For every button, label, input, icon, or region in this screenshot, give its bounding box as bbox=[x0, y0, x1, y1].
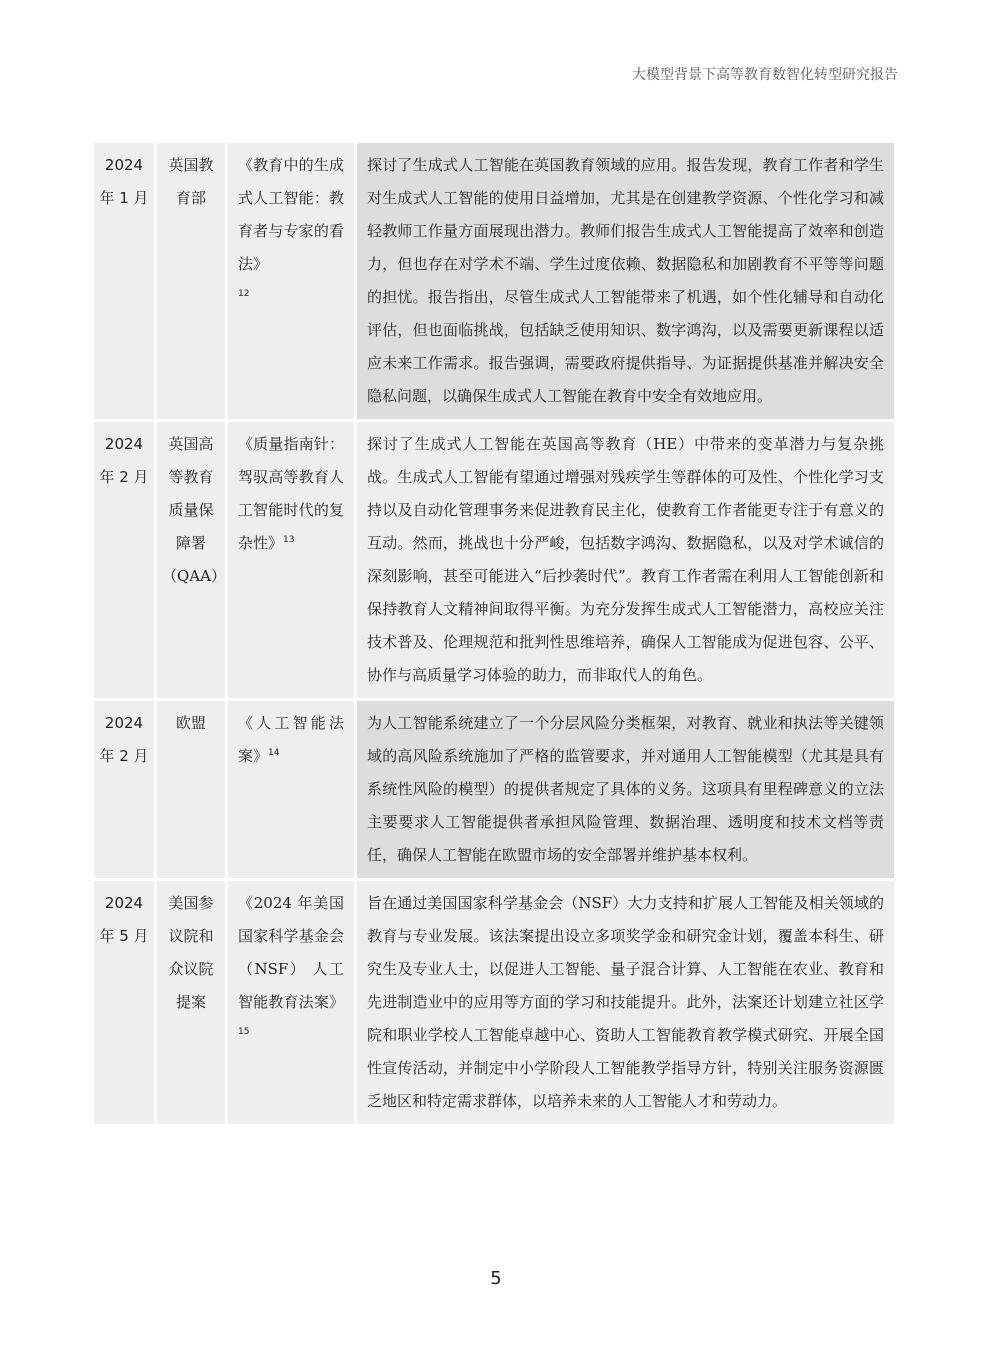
row-description: 旨在通过美国国家科学基金会（NSF）大力支持和扩展人工智能及相关领域的教育与专业发展。该法案提出设立多项奖学金和研究金计划，覆盖本科生、研究生及专业人士，以促进人工智能、量子混合计算、人工智能在农业、教育和先进制造业中的应用等方面的学习和技能提升。此外，法案还计划建立社区学院和职业学校人工智能卓越中心、资助人工智能教育教学模式研究、开展全国性宣传活动，并制定中小学阶段人工智能教学指导方针，特别关注服务资源匮乏地区和特定需求群体，以培养未来的人工智能人才和劳动力。 bbox=[357, 881, 894, 1124]
table-row bbox=[94, 422, 894, 698]
row-description: 探讨了生成式人工智能在英国高等教育（HE）中带来的变革潜力与复杂挑战。生成式人工智能有望通过增强对残疾学生等群体的可及性、个性化学习支持以及自动化管理事务来促进教育民主化，使教育工作者能更专注于有意义的互动。然而，挑战也十分严峻，包括数字鸿沟、数据隐私，以及对学术诚信的深刻影响，甚至可能进入“后抄袭时代”。教育工作者需在利用人工智能创新和保持教育人文精神间取得平衡。为充分发挥生成式人工智能潜力，高校应关注技术普及、伦理规范和批判性思维培养，确保人工智能成为促进包容、公平、协作与高质量学习体验的助力，而非取代人的角色。 bbox=[357, 422, 894, 698]
row-description: 探讨了生成式人工智能在英国教育领域的应用。报告发现，教育工作者和学生对生成式人工智能的使用日益增加，尤其是在创建教学资源、个性化学习和减轻教师工作量方面展现出潜力。教师们报告生成式人工智能提高了效率和创造力，但也存在对学术不端、学生过度依赖、数据隐私和加剧教育不平等等问题的担忧。报告指出，尽管生成式人工智能带来了机遇，如个性化辅导和自动化评估，但也面临挑战，包括缺乏使用知识、数字鸿沟，以及需要更新课程以适应未来工作需求。报告强调，需要政府提供指导、为证据提供基准并解决安全隐私问题，以确保生成式人工智能在教育中安全有效地应用。 bbox=[357, 143, 894, 419]
row-organization: 英国教育部 bbox=[157, 143, 225, 419]
row-organization: 美国参议院和众议院提案 bbox=[157, 881, 225, 1124]
table-row bbox=[94, 701, 894, 878]
row-document bbox=[228, 881, 354, 1124]
table-row bbox=[94, 881, 894, 1124]
table-row bbox=[94, 143, 894, 419]
row-document bbox=[228, 701, 354, 878]
row-date: 2024 年 2 月 bbox=[94, 422, 154, 698]
policy-table bbox=[91, 140, 897, 1127]
page-number: 5 bbox=[490, 1268, 502, 1289]
row-organization: 欧盟 bbox=[157, 701, 225, 878]
document-title: 《人工智能法案》 bbox=[238, 714, 344, 765]
document-title: 《2024 年美国国家科学基金会（NSF） 人工智能教育法案》 bbox=[238, 894, 344, 1011]
footnote-ref: 12 bbox=[238, 289, 250, 299]
row-description: 为人工智能系统建立了一个分层风险分类框架，对教育、就业和执法等关键领域的高风险系统施加了严格的监管要求，并对通用人工智能模型（尤其是具有系统性风险的模型）的提供者规定了具体的义务。这项具有里程碑意义的立法主要要求人工智能提供者承担风险管理、数据治理、透明度和技术文档等责任，确保人工智能在欧盟市场的安全部署并维护基本权利。 bbox=[357, 701, 894, 878]
running-header: 大模型背景下高等教育数智化转型研究报告 bbox=[632, 67, 898, 83]
document-title: 《质量指南针：驾驭高等教育人工智能时代的复杂性》 bbox=[238, 435, 344, 552]
row-date: 2024 年 1 月 bbox=[94, 143, 154, 419]
footnote-ref: 15 bbox=[238, 1027, 250, 1037]
footnote-ref: 13 bbox=[283, 535, 295, 545]
row-document bbox=[228, 422, 354, 698]
row-organization: 英国高等教育质量保障署（QAA） bbox=[157, 422, 225, 698]
policy-table-container bbox=[94, 143, 897, 1127]
row-date: 2024 年 5 月 bbox=[94, 881, 154, 1124]
row-document bbox=[228, 143, 354, 419]
footnote-ref: 14 bbox=[268, 748, 280, 758]
document-title: 《教育中的生成式人工智能：教育者与专家的看法》 bbox=[238, 156, 344, 273]
row-date: 2024 年 2 月 bbox=[94, 701, 154, 878]
